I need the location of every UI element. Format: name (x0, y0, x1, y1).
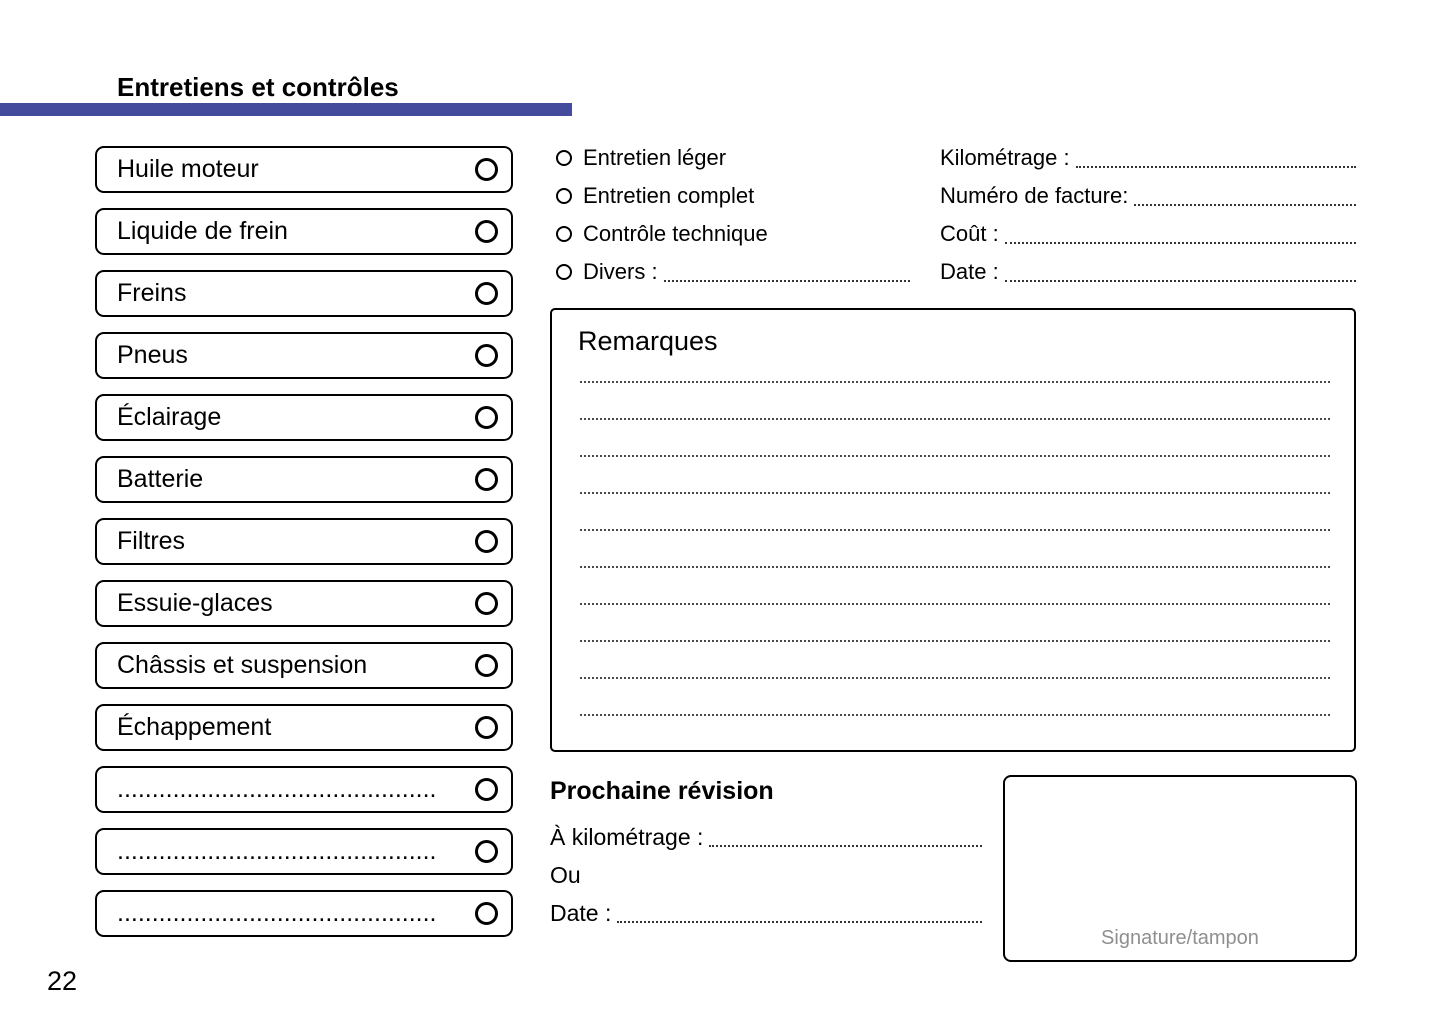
checklist-item-label: .............................................. (117, 837, 437, 865)
detail-field (940, 177, 1356, 215)
check-circle-icon (475, 220, 498, 243)
next-service-field (550, 818, 982, 856)
remarks-title: Remarques (578, 326, 718, 356)
remark-line (580, 679, 1330, 716)
check-circle-icon (475, 406, 498, 429)
check-circle-icon (475, 344, 498, 367)
remarks-lines (580, 357, 1330, 716)
service-option-label: Contrôle technique (583, 221, 768, 246)
next-service-title: Prochaine révision (550, 777, 774, 805)
checklist-item-label: Éclairage (117, 403, 222, 431)
dotted-fill-line (1076, 148, 1356, 168)
remark-line (580, 357, 1330, 383)
checklist-item-label: Liquide de frein (117, 217, 288, 245)
checklist-item-label: Huile moteur (117, 155, 259, 183)
next-service-fields (550, 818, 982, 932)
service-option (556, 177, 910, 215)
checklist-item (95, 518, 513, 565)
dotted-fill-line (1005, 262, 1356, 282)
checklist-item (95, 146, 513, 193)
invoice-details (940, 139, 1356, 291)
checklist-item-label: .............................................. (117, 775, 437, 803)
checklist-item (95, 766, 513, 813)
detail-field (940, 215, 1356, 253)
remark-line (580, 457, 1330, 494)
checklist-item-label: Freins (117, 279, 187, 307)
remark-line (580, 605, 1330, 642)
checklist (95, 146, 513, 937)
remark-line (580, 383, 1330, 420)
page-number: 22 (47, 966, 78, 996)
detail-field (940, 253, 1356, 291)
option-circle-icon (556, 264, 572, 280)
dotted-fill-line (664, 262, 910, 282)
checklist-item-label: Échappement (117, 713, 272, 741)
service-option (556, 253, 910, 291)
service-option (556, 215, 910, 253)
detail-field-label: Date : (940, 259, 999, 284)
remark-line (580, 642, 1330, 679)
remark-line (580, 531, 1330, 568)
check-circle-icon (475, 778, 498, 801)
checklist-item (95, 394, 513, 441)
remarks-box (550, 308, 1356, 752)
next-service-field-label: Ou (550, 861, 581, 888)
detail-field-label: Numéro de facture: (940, 183, 1129, 208)
next-service-field (550, 856, 982, 894)
dotted-fill-line (1134, 186, 1356, 206)
checklist-item (95, 270, 513, 317)
detail-field-label: Coût : (940, 221, 999, 246)
check-circle-icon (475, 158, 498, 181)
check-circle-icon (475, 902, 498, 925)
service-option-label: Entretien complet (583, 183, 755, 208)
checklist-item-label: Filtres (117, 527, 186, 555)
check-circle-icon (475, 654, 498, 677)
checklist-item-label: .............................................. (117, 899, 437, 927)
checklist-item (95, 828, 513, 875)
service-option (556, 139, 910, 177)
option-circle-icon (556, 226, 572, 242)
remark-line (580, 568, 1330, 605)
title-accent-bar (0, 103, 572, 116)
next-service-field-label: Date : (550, 899, 612, 926)
checklist-item (95, 456, 513, 503)
option-circle-icon (556, 188, 572, 204)
next-service-field-label: À kilométrage : (550, 823, 704, 850)
next-service-field (550, 894, 982, 932)
checklist-item-label: Batterie (117, 465, 204, 493)
signature-label: Signature/tampon (1101, 927, 1259, 949)
checklist-item (95, 642, 513, 689)
check-circle-icon (475, 592, 498, 615)
remark-line (580, 420, 1330, 457)
checklist-item-label: Essuie-glaces (117, 589, 273, 617)
checklist-item (95, 580, 513, 627)
detail-field (940, 139, 1356, 177)
check-circle-icon (475, 840, 498, 863)
checklist-item-label: Pneus (117, 341, 188, 369)
next-service-section (550, 776, 982, 932)
check-circle-icon (475, 282, 498, 305)
signature-box (1003, 775, 1357, 962)
checklist-item-label: Châssis et suspension (117, 651, 368, 679)
option-circle-icon (556, 150, 572, 166)
check-circle-icon (475, 716, 498, 739)
remark-line (580, 494, 1330, 531)
service-option-label: Divers : (583, 259, 658, 284)
service-option-label: Entretien léger (583, 145, 727, 170)
dotted-fill-line (617, 903, 982, 923)
page-title: Entretiens et contrôles (117, 72, 399, 102)
detail-field-label: Kilométrage : (940, 145, 1070, 170)
checklist-item (95, 208, 513, 255)
checklist-item (95, 332, 513, 379)
checklist-item (95, 704, 513, 751)
dotted-fill-line (1005, 224, 1356, 244)
check-circle-icon (475, 530, 498, 553)
service-type-options (556, 139, 910, 291)
checklist-item (95, 890, 513, 937)
check-circle-icon (475, 468, 498, 491)
dotted-fill-line (709, 827, 982, 847)
